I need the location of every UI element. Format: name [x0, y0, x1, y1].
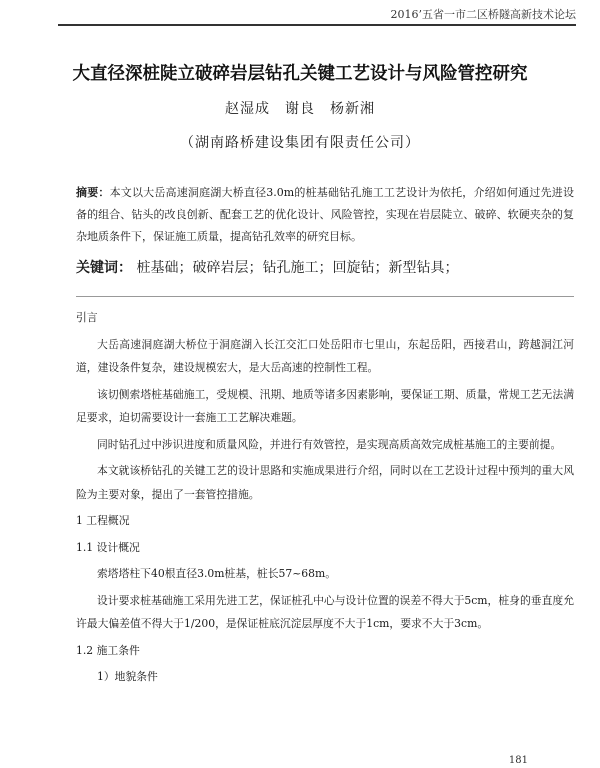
section-1-2-heading: 1.2 施工条件 — [76, 643, 140, 657]
section-1-1-paragraph-2: 设计要求桩基础施工采用先进工艺，保证桩孔中心与设计位置的误差不得大于5cm，桩身的垂直度允许最大偏差值不得大于1/200，是保证桩底沉淀层厚度不大于1cm，要求不大于3cm。 — [76, 593, 574, 630]
keywords — [76, 258, 574, 278]
abstract-text: 本文以大岳高速洞庭湖大桥直径3.0m的桩基础钻孔施工工艺设计为依托，介绍如何通过先进设备的组合、钻头的改良创新、配套工艺的优化设计、风险管控，实现在岩层陡立、破碎、软硬夹杂的复杂地质条件下，保证施工质量，提高钻孔效率的研究目标。 — [76, 186, 575, 243]
running-header: 2016’五省一市二区桥隧高新技术论坛 — [390, 8, 576, 21]
intro-paragraph-4: 本文就该桥钻孔的关键工艺的设计思路和实施成果进行介绍，同时以在工艺设计过程中预判的重大风险为主要对象，提出了一套管控措施。 — [76, 464, 574, 501]
abstract-label: 摘要： — [76, 186, 110, 199]
body-text — [76, 304, 574, 692]
intro-paragraph-1: 大岳高速洞庭湖大桥位于洞庭湖入长江交汇口处岳阳市七里山，东起岳阳，西接君山，跨越洞江河道，建设条件复杂，建设规模宏大，是大岳高速的控制性工程。 — [76, 337, 574, 374]
paper-authors: 赵湿成 谢良 杨新湘 — [225, 101, 375, 117]
section-divider — [76, 296, 574, 297]
section-1-1-heading: 1.1 设计概况 — [76, 540, 140, 554]
section-1-heading: 1 工程概况 — [76, 514, 130, 527]
intro-paragraph-3: 同时钻孔过中涉识进度和质量风险，并进行有效管控，是实现高质高效完成桩基施工的主要前提。 — [97, 437, 562, 451]
intro-heading: 引言 — [76, 311, 98, 324]
page-number: 181 — [508, 755, 528, 766]
paper-affiliation: （湖南路桥建设集团有限责任公司） — [180, 135, 420, 151]
intro-paragraph-2: 该切侧索塔桩基础施工，受规模、汛期、地质等诸多因素影响，要保证工期、质量，常规工艺无法满足要求，迫切需要设计一套施工工艺解决难题。 — [76, 387, 574, 424]
paper-title: 大直径深桩陡立破碎岩层钻孔关键工艺设计与风险管控研究 — [72, 64, 528, 84]
abstract — [76, 182, 574, 248]
section-1-1-paragraph-1: 索塔塔柱下40根直径3.0m桩基，桩长57~68m。 — [97, 567, 337, 580]
section-1-2-1-heading: 1）地貌条件 — [97, 670, 158, 683]
header-rule — [58, 24, 576, 26]
keywords-label: 关键词： — [76, 260, 132, 276]
keywords-text: 桩基础；破碎岩层；钻孔施工；回旋钻；新型钻具； — [136, 260, 459, 276]
